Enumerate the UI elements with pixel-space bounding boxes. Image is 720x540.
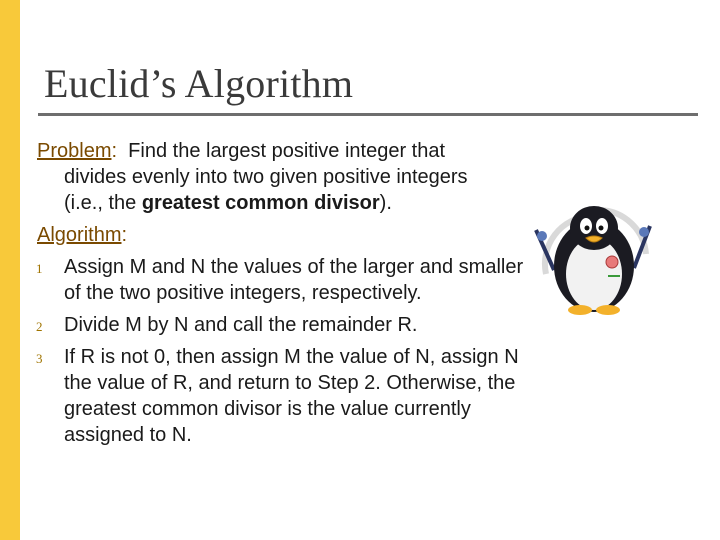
step-number: 3: [36, 351, 43, 366]
step-2-line-1: Divide M by N and call the remainder R.: [64, 314, 418, 336]
problem-text-line-1: Find the largest positive integer that: [128, 140, 446, 162]
problem-text-line-3: [37, 190, 577, 216]
algorithm-colon: :: [121, 224, 128, 246]
step-3-line-2: the value of R, and return to Step 2. Otherwise, the: [64, 372, 516, 394]
problem-label: Problem: [37, 140, 112, 162]
step-3: [37, 344, 577, 448]
step-3-line-1: If R is not 0, then assign M the value of N, assign N: [64, 346, 519, 368]
problem-text-line-2: divides evenly into two given positive integers: [64, 166, 468, 188]
algorithm-heading: [37, 222, 577, 248]
problem-text-post: ).: [379, 192, 392, 214]
step-1-line-2: of the two positive integers, respectively.: [64, 282, 422, 304]
accent-side-bar: [0, 0, 20, 540]
problem-text-bold: greatest common divisor: [141, 192, 380, 214]
step-3-line-3: greatest common divisor is the value currently: [64, 398, 471, 420]
slide-title: Euclid’s Algorithm: [44, 61, 354, 106]
step-number: 1: [36, 261, 43, 276]
problem-paragraph: [37, 138, 577, 216]
step-1-line-1: Assign M and N the values of the larger and smaller: [64, 256, 524, 278]
algorithm-steps: [37, 254, 577, 448]
step-2: [37, 312, 577, 338]
step-number: 2: [36, 319, 43, 334]
penguin-mascot-icon: [528, 196, 658, 316]
step-1: [37, 254, 577, 306]
step-3-line-4: assigned to N.: [64, 424, 192, 446]
title-underline: [38, 113, 698, 116]
problem-text-pre: (i.e., the: [64, 192, 142, 214]
algorithm-label: Algorithm: [37, 224, 122, 246]
problem-colon: :: [111, 140, 118, 162]
slide-content: [37, 138, 577, 454]
